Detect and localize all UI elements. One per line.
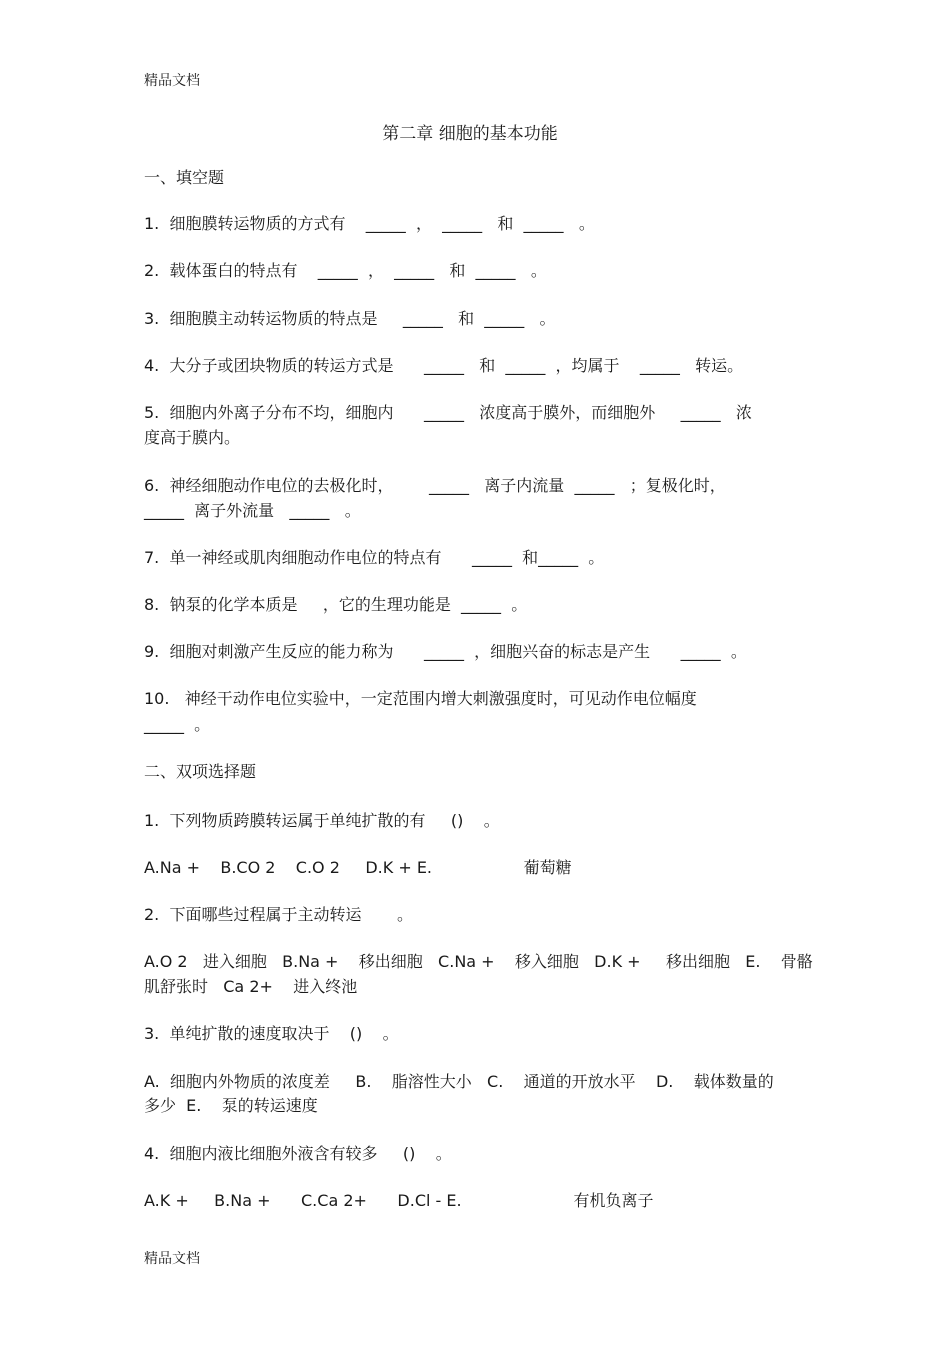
fill-blank-question-2: 2. 载体蛋白的特点有 _____ ， _____ 和 _____ 。 [144,261,547,280]
choice-question-3: 3. 单纯扩散的速度取决于 () 。 [144,1024,399,1043]
choice-options-1: A.Na + B.CO 2 C.O 2 D.K + E. 葡萄糖 [144,858,572,877]
choice-options-3: A. 细胞内外物质的浓度差 B. 脂溶性大小 C. 通道的开放水平 D. 载体数量的 [144,1072,774,1091]
fill-blank-question-10: 10. 神经干动作电位实验中，一定范围内增大刺激强度时，可见动作电位幅度 [144,689,697,708]
fill-blank-question-8: 8. 钠泵的化学本质是 ，它的生理功能是 _____ 。 [144,595,528,614]
fill-blank-question-1: 1. 细胞膜转运物质的方式有 _____ ， _____ 和 _____ 。 [144,214,595,233]
fill-blank-question-10-cont: _____ 。 [144,715,211,734]
fill-blank-question-6: 6. 神经细胞动作电位的去极化时， _____ 离子内流量 _____ ；复极化时， [144,476,726,495]
page-header-label: 精品文档 [144,73,200,89]
fill-blank-question-5: 5. 细胞内外离子分布不均，细胞内 _____ 浓度高于膜外，而细胞外 _____ 浓 [144,403,752,422]
choice-question-4: 4. 细胞内液比细胞外液含有较多 () 。 [144,1144,452,1163]
section-heading-fill-blank: 一、填空题 [144,168,225,187]
choice-options-3-cont: 多少 E. 泵的转运速度 [144,1096,318,1115]
choice-question-1: 1. 下列物质跨膜转运属于单纯扩散的有 () 。 [144,811,500,830]
chapter-title: 第二章 细胞的基本功能 [382,124,558,144]
choice-question-2: 2. 下面哪些过程属于主动转运 。 [144,905,414,924]
section-heading-double-choice: 二、双项选择题 [144,762,257,781]
fill-blank-question-6-cont: _____ 离子外流量 _____ 。 [144,501,361,520]
fill-blank-question-4: 4. 大分子或团块物质的转运方式是 _____ 和 _____ ，均属于 _____ 转运。 [144,356,744,375]
choice-options-2-cont: 肌舒张时 Ca 2+ 进入终池 [144,977,358,996]
choice-options-2: A.O 2 进入细胞 B.Na + 移出细胞 C.Na + 移入细胞 D.K + 移出细胞 E. 骨骼 [144,952,813,971]
fill-blank-question-5-cont: 度高于膜内。 [144,428,241,447]
choice-options-4: A.K + B.Na + C.Ca 2+ D.Cl - E. 有机负离子 [144,1191,654,1210]
fill-blank-question-7: 7. 单一神经或肌肉细胞动作电位的特点有 _____ 和_____ 。 [144,548,605,567]
fill-blank-question-3: 3. 细胞膜主动转运物质的特点是 _____ 和 _____ 。 [144,309,556,328]
fill-blank-question-9: 9. 细胞对刺激产生反应的能力称为 _____ ，细胞兴奋的标志是产生 _____ 。 [144,642,747,661]
page-footer-label: 精品文档 [144,1251,200,1267]
